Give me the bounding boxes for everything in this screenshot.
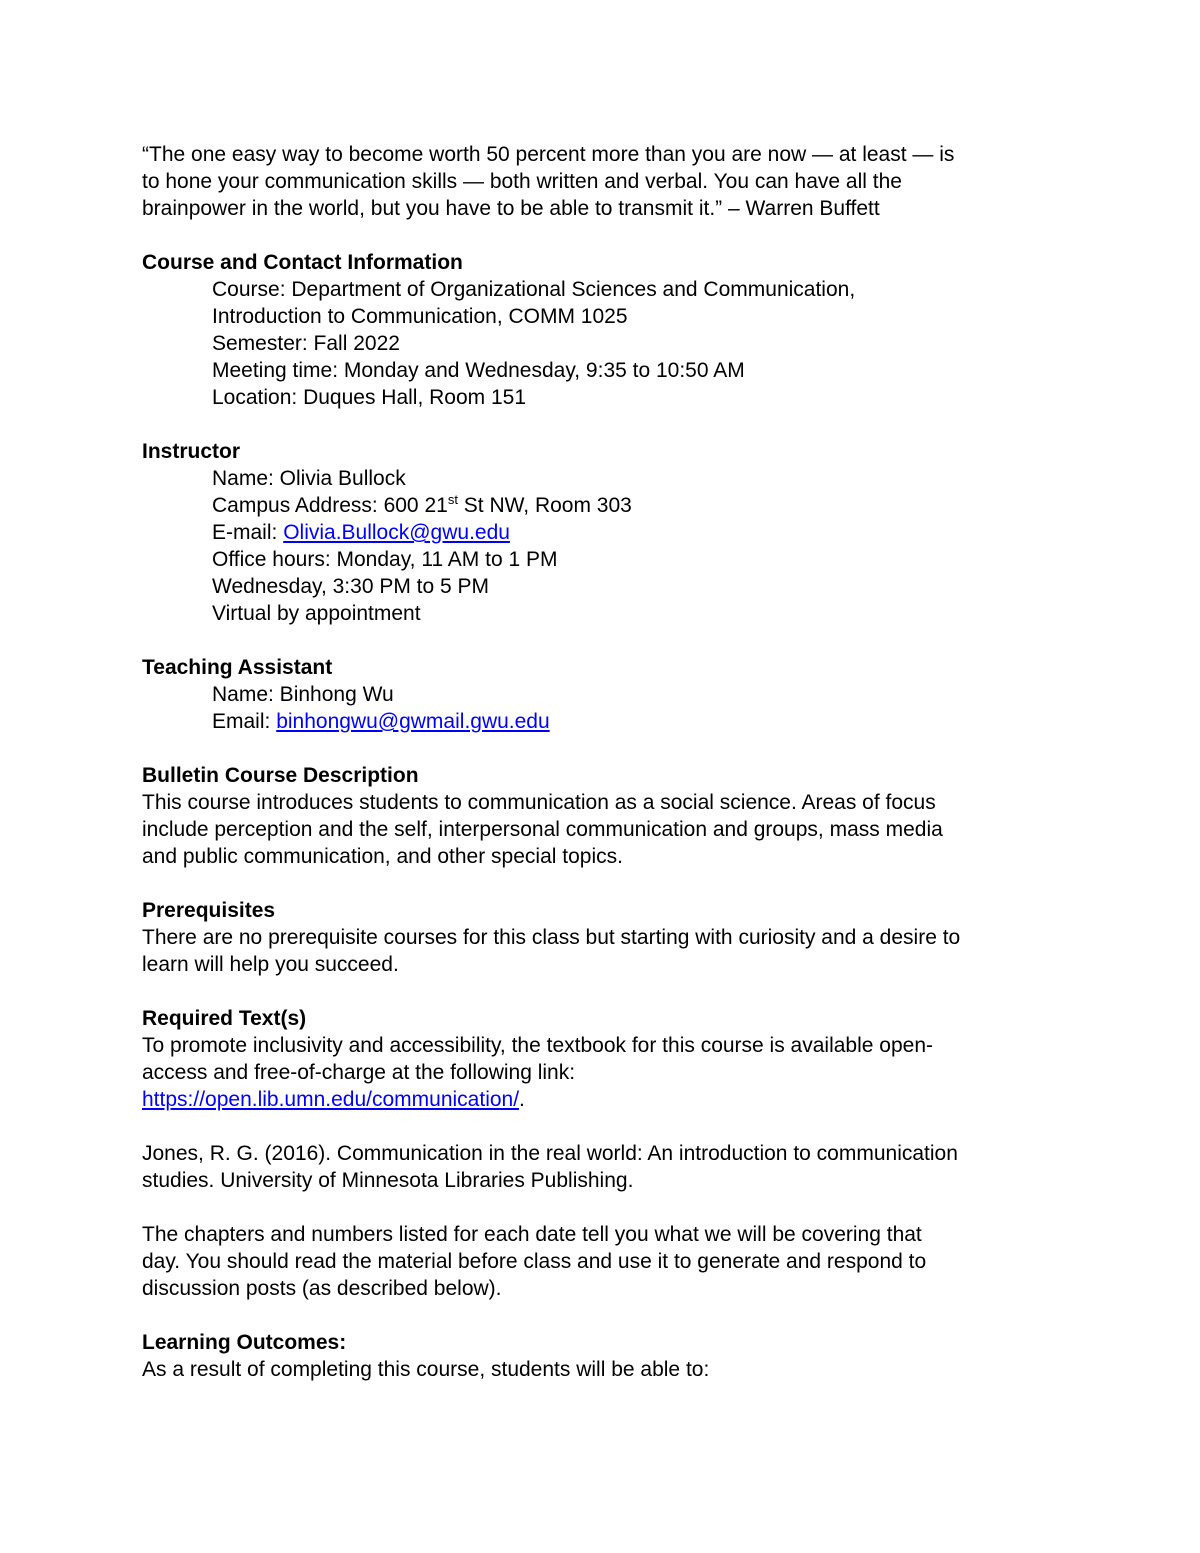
bulletin-line: This course introduces students to communication as a social science. Areas of focus: [142, 791, 936, 814]
ta-email-link[interactable]: binhongwu@gwmail.gwu.edu: [276, 710, 550, 733]
textbook-link[interactable]: https://open.lib.umn.edu/communication/: [142, 1088, 520, 1111]
ta-name: Name: Binhong Wu: [212, 683, 394, 706]
prereq-line: learn will help you succeed.: [142, 953, 399, 976]
instructor-address: Campus Address: 600 21st St NW, Room 303: [212, 492, 632, 517]
bulletin-line: and public communication, and other special topics.: [142, 845, 623, 868]
virtual-hours: Virtual by appointment: [212, 602, 421, 625]
course-info-line: Meeting time: Monday and Wednesday, 9:35 to 10:50 AM: [212, 359, 745, 382]
quote-line: brainpower in the world, but you have to be able to transmit it.” – Warren Buffett: [142, 197, 880, 220]
bulletin-line: include perception and the self, interpersonal communication and groups, mass media: [142, 818, 943, 841]
prereq-section: [142, 897, 1072, 978]
citation-line: Jones, R. G. (2016). Communication in the real world: An introduction to communication: [142, 1142, 958, 1165]
ta-email-line: Email: binhongwu@gwmail.gwu.edu: [212, 710, 550, 733]
citation-line: studies. University of Minnesota Libraries Publishing.: [142, 1169, 634, 1192]
instructor-email-link[interactable]: Olivia.Bullock@gwu.edu: [283, 521, 510, 544]
syllabus-page: [142, 141, 1072, 1383]
instructor-heading: Instructor: [142, 440, 241, 463]
instructor-name: Name: Olivia Bullock: [212, 467, 406, 490]
course-info-line: Introduction to Communication, COMM 1025: [212, 305, 628, 328]
learning-outcomes-section: [142, 1329, 1072, 1383]
course-info-line: Course: Department of Organizational Sciences and Communication,: [212, 278, 856, 301]
opening-quote: [142, 141, 1072, 222]
office-hours: Wednesday, 3:30 PM to 5 PM: [212, 575, 490, 598]
course-info-line: Location: Duques Hall, Room 151: [212, 386, 527, 409]
ta-section: [142, 654, 1072, 735]
required-texts-section: [142, 1005, 1072, 1302]
bulletin-heading: Bulletin Course Description: [142, 764, 419, 787]
course-info-line: Semester: Fall 2022: [212, 332, 400, 355]
reading-note-line: The chapters and numbers listed for each date tell you what we will be covering that: [142, 1223, 922, 1246]
instructor-section: [142, 438, 1072, 627]
texts-line: To promote inclusivity and accessibility, the textbook for this course is available open-: [142, 1034, 933, 1057]
ta-heading: Teaching Assistant: [142, 656, 333, 679]
office-hours: Office hours: Monday, 11 AM to 1 PM: [212, 548, 558, 571]
quote-line: “The one easy way to become worth 50 percent more than you are now — at least — is: [142, 143, 955, 166]
textbook-link-line: https://open.lib.umn.edu/communication/.: [142, 1088, 525, 1111]
texts-line: access and free-of-charge at the following link:: [142, 1061, 576, 1084]
quote-line: to hone your communication skills — both written and verbal. You can have all the: [142, 170, 902, 193]
course-info-heading: Course and Contact Information: [142, 251, 463, 274]
required-texts-heading: Required Text(s): [142, 1007, 307, 1030]
learning-outcomes-heading: Learning Outcomes:: [142, 1331, 347, 1354]
reading-note-line: day. You should read the material before class and use it to generate and respond to: [142, 1250, 927, 1273]
reading-note-line: discussion posts (as described below).: [142, 1277, 502, 1300]
course-info-section: [142, 249, 1072, 411]
bulletin-section: [142, 762, 1072, 870]
prereq-line: There are no prerequisite courses for this class but starting with curiosity and a desire to: [142, 926, 961, 949]
prereq-heading: Prerequisites: [142, 899, 276, 922]
learning-outcomes-intro: As a result of completing this course, students will be able to:: [142, 1358, 710, 1381]
instructor-email-line: E-mail: Olivia.Bullock@gwu.edu: [212, 521, 510, 544]
